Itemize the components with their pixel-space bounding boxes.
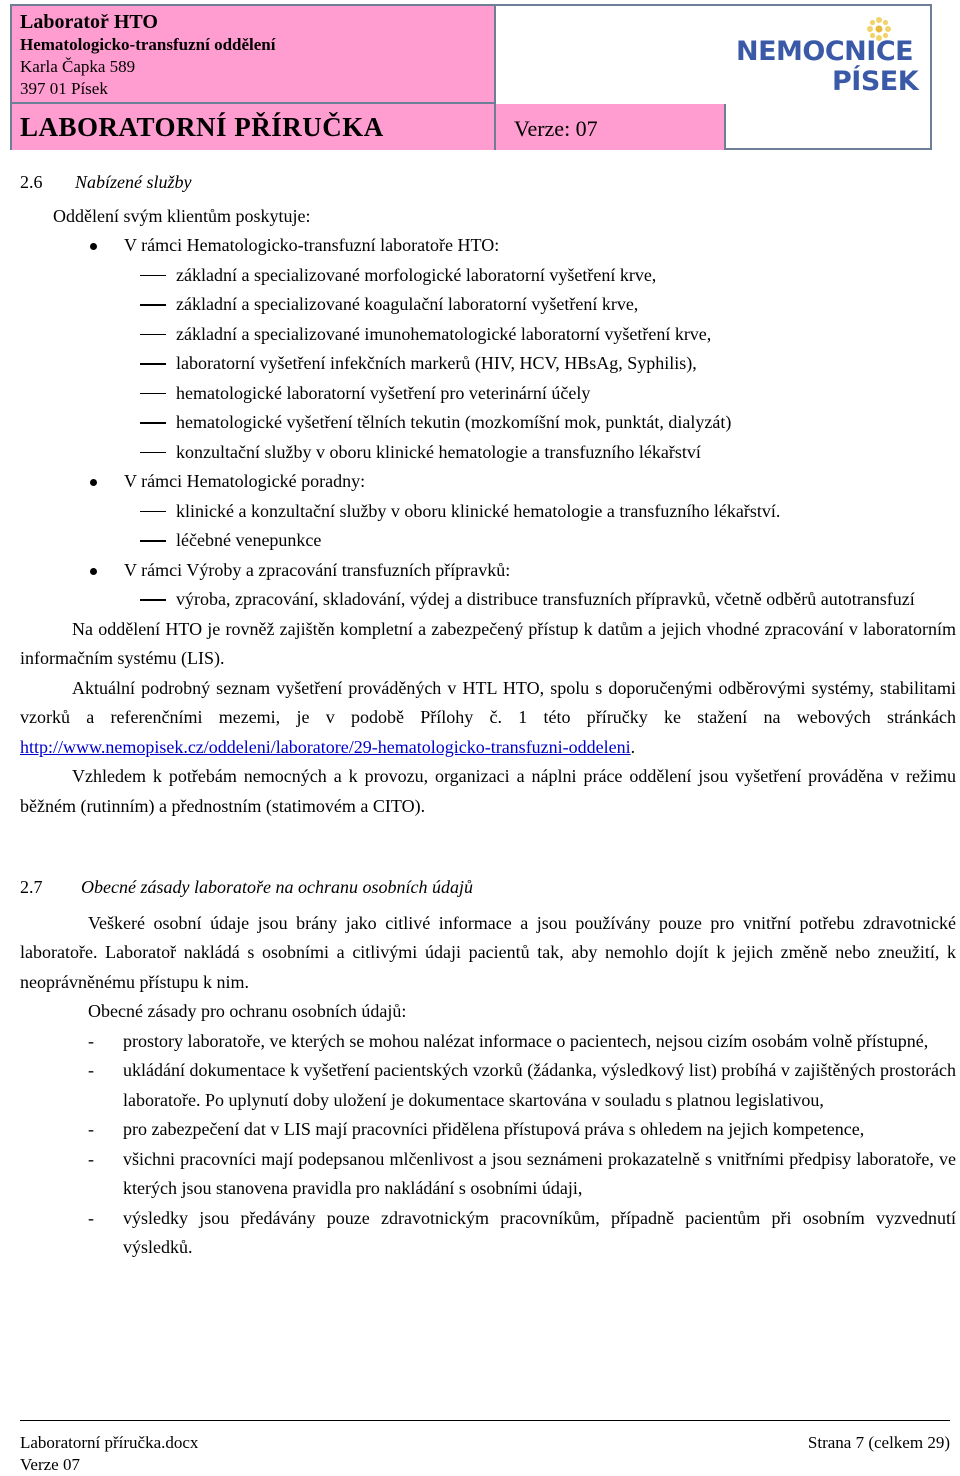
dash-text: hematologické vyšetření tělních tekutin (mozkomíšní mok, punktát, dialyzát) xyxy=(176,412,732,432)
dash-icon xyxy=(140,540,166,542)
header-address-block xyxy=(12,6,496,104)
bullet-item xyxy=(20,467,956,497)
privacy-item xyxy=(20,1056,956,1115)
bullet-icon xyxy=(90,243,97,250)
dash-icon xyxy=(140,422,166,424)
lis-paragraph: Na oddělení HTO je rovněž zajištěn kompletní a zabezpečený přístup k datům a jejich vhodné zpracování v laboratorním informačním systému (LIS). xyxy=(20,618,956,668)
footer-rule xyxy=(20,1420,950,1421)
privacy-intro: Obecné zásady pro ochranu osobních údajů: xyxy=(88,1001,407,1021)
dash-item xyxy=(20,438,956,468)
exam-list-paragraph xyxy=(20,674,956,763)
hyphen-icon: - xyxy=(88,1030,94,1051)
section-heading-2-6 xyxy=(20,168,956,198)
period: . xyxy=(630,736,636,757)
manual-title: LABORATORNÍ PŘÍRUČKA xyxy=(20,112,384,142)
hyphen-icon: - xyxy=(88,1119,94,1139)
dash-text: výroba, zpracování, skladování, výdej a distribuce transfuzních přípravků, včetně odběrů autotransfuzí xyxy=(176,589,915,609)
exam-list-text: Aktuální podrobný seznam vyšetření prováděných v HTL HTO, spolu s doporučenými odběrovými systémy, stabilitami vzorků a referenčními mezemi, je v podobě Přílohy č. 1 této příručky ke stažení na webových stránkách xyxy=(20,677,956,727)
document-header xyxy=(10,4,932,150)
dash-icon xyxy=(140,275,166,277)
bullet-label: V rámci Hematologické poradny: xyxy=(124,471,366,491)
dash-text: základní a specializované morfologické laboratorní vyšetření krve, xyxy=(176,264,657,285)
bullet-icon xyxy=(90,568,97,575)
section-title: Obecné zásady laboratoře na ochranu osobních údajů xyxy=(81,877,473,897)
dash-text: základní a specializované imunohematologické laboratorní vyšetření krve, xyxy=(176,323,712,344)
dash-icon xyxy=(140,511,166,513)
footer-filename: Laboratorní příručka.docx xyxy=(20,1433,199,1452)
footer-version: Verze 07 xyxy=(20,1455,80,1474)
version-label: Verze: 07 xyxy=(514,116,598,141)
privacy-item xyxy=(20,1027,956,1057)
hyphen-icon: - xyxy=(88,1148,94,1169)
hyphen-icon: - xyxy=(88,1060,94,1080)
dash-item xyxy=(20,290,956,320)
section-number: 2.7 xyxy=(20,877,43,897)
dash-icon xyxy=(140,363,166,365)
dash-item xyxy=(20,408,956,438)
services-intro: Oddělení svým klientům poskytuje: xyxy=(53,205,311,226)
privacy-paragraph: Veškeré osobní údaje jsou brány jako citlivé informace a jsou používány pouze pro vnitřní potřebu zdravotnické laboratoře. Laboratoř nakládá s osobními a citlivými údaji pacientů tak, aby nemohlo dojít k jejich změně nebo zneužití, k neoprávněnému přístupu k nim. xyxy=(20,912,956,992)
dash-icon xyxy=(140,334,166,336)
bullet-icon xyxy=(90,479,97,486)
manual-title-cell xyxy=(12,104,496,150)
privacy-item-text: ukládání dokumentace k vyšetření pacientských vzorků (žádanka, výsledkový list) probíhá v zajištěných prostorách laboratoře. Po uplynutí doby uložení je dokumentace skartována v souladu s platnou legislativou, xyxy=(123,1060,956,1110)
department-name: Hematologicko-transfuzní oddělení xyxy=(20,35,276,54)
dash-text: laboratorní vyšetření infekčních markerů (HIV, HCV, HBsAg, Syphilis), xyxy=(176,353,697,373)
dash-icon xyxy=(140,393,166,395)
dash-item xyxy=(20,379,956,409)
city-address: 397 01 Písek xyxy=(20,79,108,98)
privacy-item xyxy=(20,1115,956,1145)
bullet-label: V rámci Hematologicko-transfuzní laboratoře HTO: xyxy=(124,235,500,255)
hyphen-icon: - xyxy=(88,1207,94,1228)
lab-name: Laboratoř HTO xyxy=(20,11,158,33)
dash-item xyxy=(20,261,956,291)
section-number: 2.6 xyxy=(20,172,43,192)
section-heading-2-7 xyxy=(20,873,956,903)
section-title: Nabízené služby xyxy=(75,172,192,192)
privacy-item xyxy=(20,1145,956,1204)
dash-text: léčebné venepunkce xyxy=(176,530,322,550)
bullet-label: V rámci Výroby a zpracování transfuzních přípravků: xyxy=(124,559,511,580)
bullet-item xyxy=(20,231,956,261)
download-link[interactable]: http://www.nemopisek.cz/oddeleni/laboratore/29-hematologicko-transfuzni-oddeleni xyxy=(20,736,631,757)
privacy-item xyxy=(20,1204,956,1263)
dash-item xyxy=(20,349,956,379)
dash-item xyxy=(20,497,956,527)
privacy-item-text: pro zabezpečení dat v LIS mají pracovníci přidělena přístupová práva s ohledem na jejich kompetence, xyxy=(123,1119,865,1139)
dash-icon xyxy=(140,452,166,454)
footer-page-number: Strana 7 (celkem 29) xyxy=(807,1433,950,1452)
privacy-item-text: výsledky jsou předávány pouze zdravotnickým pracovníkům, případně pacientům při osobním vyzvednutí výsledků. xyxy=(123,1207,956,1257)
dash-icon xyxy=(140,304,166,306)
dash-text: základní a specializované koagulační laboratorní vyšetření krve, xyxy=(176,294,639,314)
dash-item xyxy=(20,320,956,350)
bullet-item xyxy=(20,556,956,586)
dash-text: hematologické laboratorní vyšetření pro veterinární účely xyxy=(176,382,591,403)
page-content xyxy=(20,168,956,1263)
privacy-item-text: prostory laboratoře, ve kterých se mohou nalézat informace o pacientech, nejsou cizím osobám volně přístupné, xyxy=(123,1030,929,1051)
dash-icon xyxy=(140,599,166,601)
dash-item xyxy=(20,526,956,556)
routine-paragraph: Vzhledem k potřebám nemocných a k provozu, organizaci a náplni práce oddělení jsou vyšetření prováděna v režimu běžném (rutinním) a přednostním (statimovém a CITO). xyxy=(20,766,956,816)
privacy-item-text: všichni pracovníci mají podepsanou mlčenlivost a jsou seznámeni prokazatelně s vnitřními předpisy laboratoře, ve kterých jsou stanovena pravidla pro nakládání s osobními údaji, xyxy=(123,1148,956,1198)
dash-item xyxy=(20,585,956,615)
hospital-logo xyxy=(728,6,930,148)
logo-text-line1: NEMOCNICE xyxy=(736,36,914,67)
dash-text: klinické a konzultační služby v oboru klinické hematologie a transfuzního lékařství. xyxy=(176,500,781,521)
logo-text-line2: PÍSEK xyxy=(832,66,919,97)
street-address: Karla Čapka 589 xyxy=(20,57,136,76)
version-cell xyxy=(496,104,726,150)
dash-text: konzultační služby v oboru klinické hematologie a transfuzního lékařství xyxy=(176,441,701,462)
